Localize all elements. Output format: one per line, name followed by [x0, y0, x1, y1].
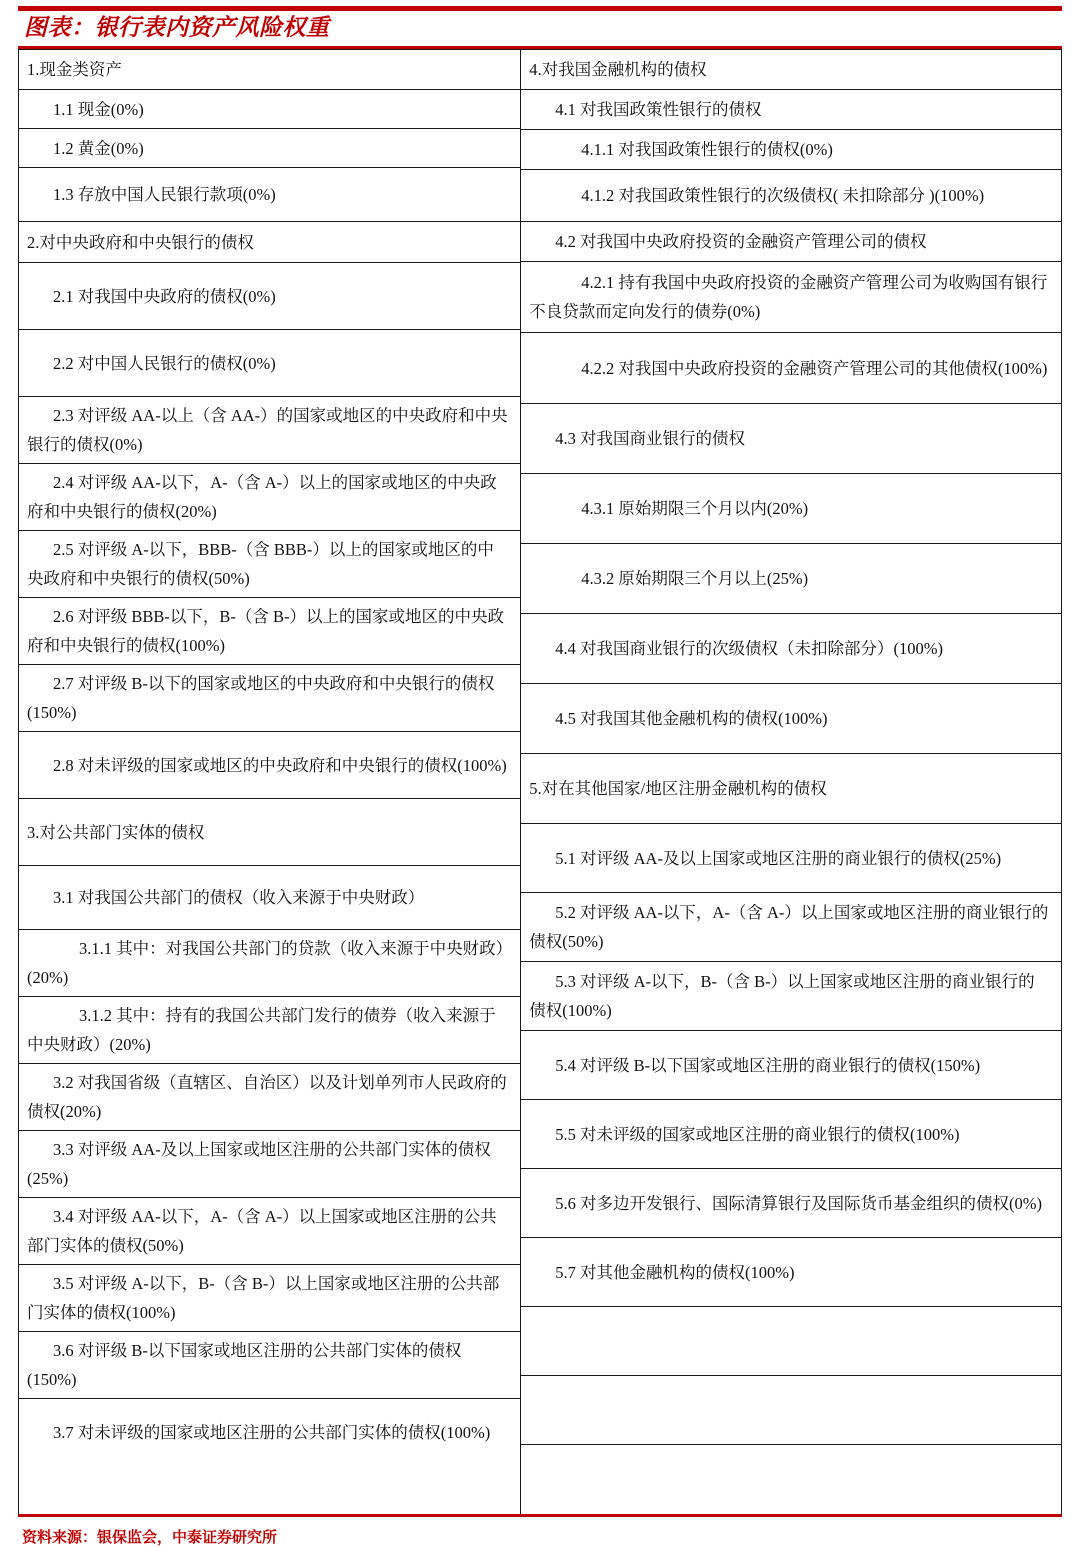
- left-row: [19, 1131, 520, 1198]
- table-column-left: [19, 50, 521, 1514]
- right-row: [521, 1307, 1061, 1376]
- source-note: 资料来源：银保监会，中泰证券研究所: [22, 1530, 278, 1546]
- right-row-text: 4.2.2 对我国中央政府投资的金融资产管理公司的其他债权(100%): [581, 358, 1048, 378]
- left-row-text: 2.8 对未评级的国家或地区的中央政府和中央银行的债权(100%): [53, 755, 507, 775]
- left-row-text: 3.3 对评级 AA-及以上国家或地区注册的公共部门实体的债权(25%): [27, 1140, 491, 1188]
- right-row-text: 5.1 对评级 AA-及以上国家或地区注册的商业银行的债权(25%): [555, 848, 1002, 868]
- right-row-text: 5.6 对多边开发银行、国际清算银行及国际货币基金组织的债权(0%): [555, 1193, 1042, 1213]
- right-row-text: 4.5 对我国其他金融机构的债权(100%): [555, 709, 828, 728]
- right-row-text: 4.对我国金融机构的债权: [529, 60, 707, 79]
- right-row-text: 4.3.2 原始期限三个月以上(25%): [581, 569, 809, 588]
- right-row: [521, 404, 1061, 474]
- left-row-text: 2.3 对评级 AA-以上（含 AA-）的国家或地区的中央政府和中央银行的债权(0%): [27, 406, 508, 454]
- left-row: [19, 168, 520, 222]
- left-row-text: 2.7 对评级 B-以下的国家或地区的中央政府和中央银行的债权(150%): [27, 674, 495, 722]
- left-row-text: 3.5 对评级 A-以下，B-（含 B-）以上国家或地区注册的公共部门实体的债权(100%): [27, 1274, 500, 1322]
- left-row: [19, 263, 520, 330]
- right-row-text: 5.2 对评级 AA-以下，A-（含 A-）以上国家或地区注册的商业银行的债权(50%): [529, 903, 1049, 951]
- right-row: [521, 1169, 1061, 1238]
- left-row: [19, 531, 520, 598]
- left-row-text: 2.1 对我国中央政府的债权(0%): [53, 286, 276, 306]
- left-row-text: 3.6 对评级 B-以下国家或地区注册的公共部门实体的债权(150%): [27, 1341, 462, 1389]
- left-row-text: 3.4 对评级 AA-以下，A-（含 A-）以上国家或地区注册的公共部门实体的债权(50%): [27, 1207, 497, 1255]
- risk-weight-table: [18, 49, 1062, 1514]
- right-row-text: 4.3.1 原始期限三个月以内(20%): [581, 499, 809, 518]
- right-row-text: 4.1.2 对我国政策性银行的次级债权( 未扣除部分 )(100%): [581, 186, 985, 205]
- right-row-text: 4.2.1 持有我国中央政府投资的金融资产管理公司为收购国有银行不良贷款而定向发行的债券(0%): [529, 273, 1048, 321]
- left-row: [19, 1332, 520, 1399]
- right-row: [521, 1376, 1061, 1445]
- right-row-text: 5.7 对其他金融机构的债权(100%): [555, 1262, 795, 1282]
- left-row-text: 2.对中央政府和中央银行的债权: [27, 232, 254, 252]
- left-row-text: 3.1.2 其中：持有的我国公共部门发行的债券（收入来源于中央财政）(20%): [27, 1006, 496, 1054]
- page-title: 图表：银行表内资产风险权重: [24, 15, 330, 40]
- left-row-text: 1.现金类资产: [27, 60, 122, 79]
- right-row: [521, 962, 1061, 1031]
- right-row-text: 5.3 对评级 A-以下，B-（含 B-）以上国家或地区注册的商业银行的债权(100%): [529, 972, 1035, 1020]
- left-row-text: 1.1 现金(0%): [53, 99, 144, 119]
- left-row: [19, 464, 520, 531]
- left-row: [19, 330, 520, 397]
- left-row: [19, 997, 520, 1064]
- left-row: [19, 397, 520, 464]
- left-row-text: 1.3 存放中国人民银行款项(0%): [53, 185, 276, 204]
- right-row-text: 4.1.1 对我国政策性银行的债权(0%): [581, 140, 833, 159]
- left-row: [19, 598, 520, 665]
- right-row: [521, 1100, 1061, 1169]
- left-row: [19, 1265, 520, 1332]
- right-row: [521, 1445, 1061, 1514]
- right-row: [521, 222, 1061, 262]
- left-row-text: 2.5 对评级 A-以下，BBB-（含 BBB-）以上的国家或地区的中央政府和中央银行的债权(50%): [27, 540, 494, 588]
- right-row: [521, 1031, 1061, 1100]
- right-row-text: 5.对在其他国家/地区注册金融机构的债权: [529, 779, 827, 798]
- left-row-text: 2.2 对中国人民银行的债权(0%): [53, 353, 276, 373]
- left-row-text: 2.6 对评级 BBB-以下，B-（含 B-）以上的国家或地区的中央政府和中央银行的债权(100%): [27, 607, 505, 655]
- left-row-text: 2.4 对评级 AA-以下，A-（含 A-）以上的国家或地区的中央政府和中央银行的债权(20%): [27, 473, 497, 521]
- left-row: [19, 129, 520, 168]
- left-row: [19, 1399, 520, 1466]
- left-row-text: 3.2 对我国省级（直辖区、自治区）以及计划单列市人民政府的债权(20%): [27, 1073, 507, 1121]
- left-row-text: 3.对公共部门实体的债权: [27, 822, 205, 842]
- left-row: [19, 90, 520, 129]
- right-row: [521, 170, 1061, 222]
- right-row: [521, 893, 1061, 962]
- right-row: [521, 474, 1061, 544]
- right-row-text: 4.1 对我国政策性银行的债权: [555, 100, 762, 119]
- right-row-text: 5.4 对评级 B-以下国家或地区注册的商业银行的债权(150%): [555, 1055, 981, 1075]
- left-row: [19, 866, 520, 930]
- document-page: [0, 6, 1080, 1546]
- right-row: [521, 754, 1061, 824]
- left-row-text: 3.1 对我国公共部门的债权（收入来源于中央财政）: [53, 888, 425, 907]
- left-row: [19, 732, 520, 799]
- right-row-text: 5.5 对未评级的国家或地区注册的商业银行的债权(100%): [555, 1124, 960, 1144]
- right-row: [521, 824, 1061, 893]
- left-row-text: 3.1.1 其中：对我国公共部门的贷款（收入来源于中央财政）(20%): [27, 939, 504, 987]
- right-row: [521, 333, 1061, 404]
- left-row-text: 1.2 黄金(0%): [53, 138, 144, 158]
- left-row: [19, 1198, 520, 1265]
- left-row: [19, 930, 520, 997]
- right-row: [521, 1238, 1061, 1307]
- right-row-text: 4.2 对我国中央政府投资的金融资产管理公司的债权: [555, 232, 927, 251]
- table-column-right: [521, 50, 1061, 1514]
- right-row: [521, 50, 1061, 90]
- right-row: [521, 130, 1061, 170]
- left-row: [19, 50, 520, 90]
- right-row: [521, 262, 1061, 333]
- right-row-text: 4.3 对我国商业银行的债权: [555, 429, 745, 448]
- left-row: [19, 222, 520, 263]
- right-row: [521, 90, 1061, 130]
- left-row: [19, 1064, 520, 1131]
- right-row: [521, 544, 1061, 614]
- left-row: [19, 665, 520, 732]
- left-row-text: 3.7 对未评级的国家或地区注册的公共部门实体的债权(100%): [53, 1423, 491, 1442]
- right-row: [521, 684, 1061, 754]
- left-row: [19, 799, 520, 866]
- right-row-text: 4.4 对我国商业银行的次级债权（未扣除部分）(100%): [555, 639, 943, 658]
- right-row: [521, 614, 1061, 684]
